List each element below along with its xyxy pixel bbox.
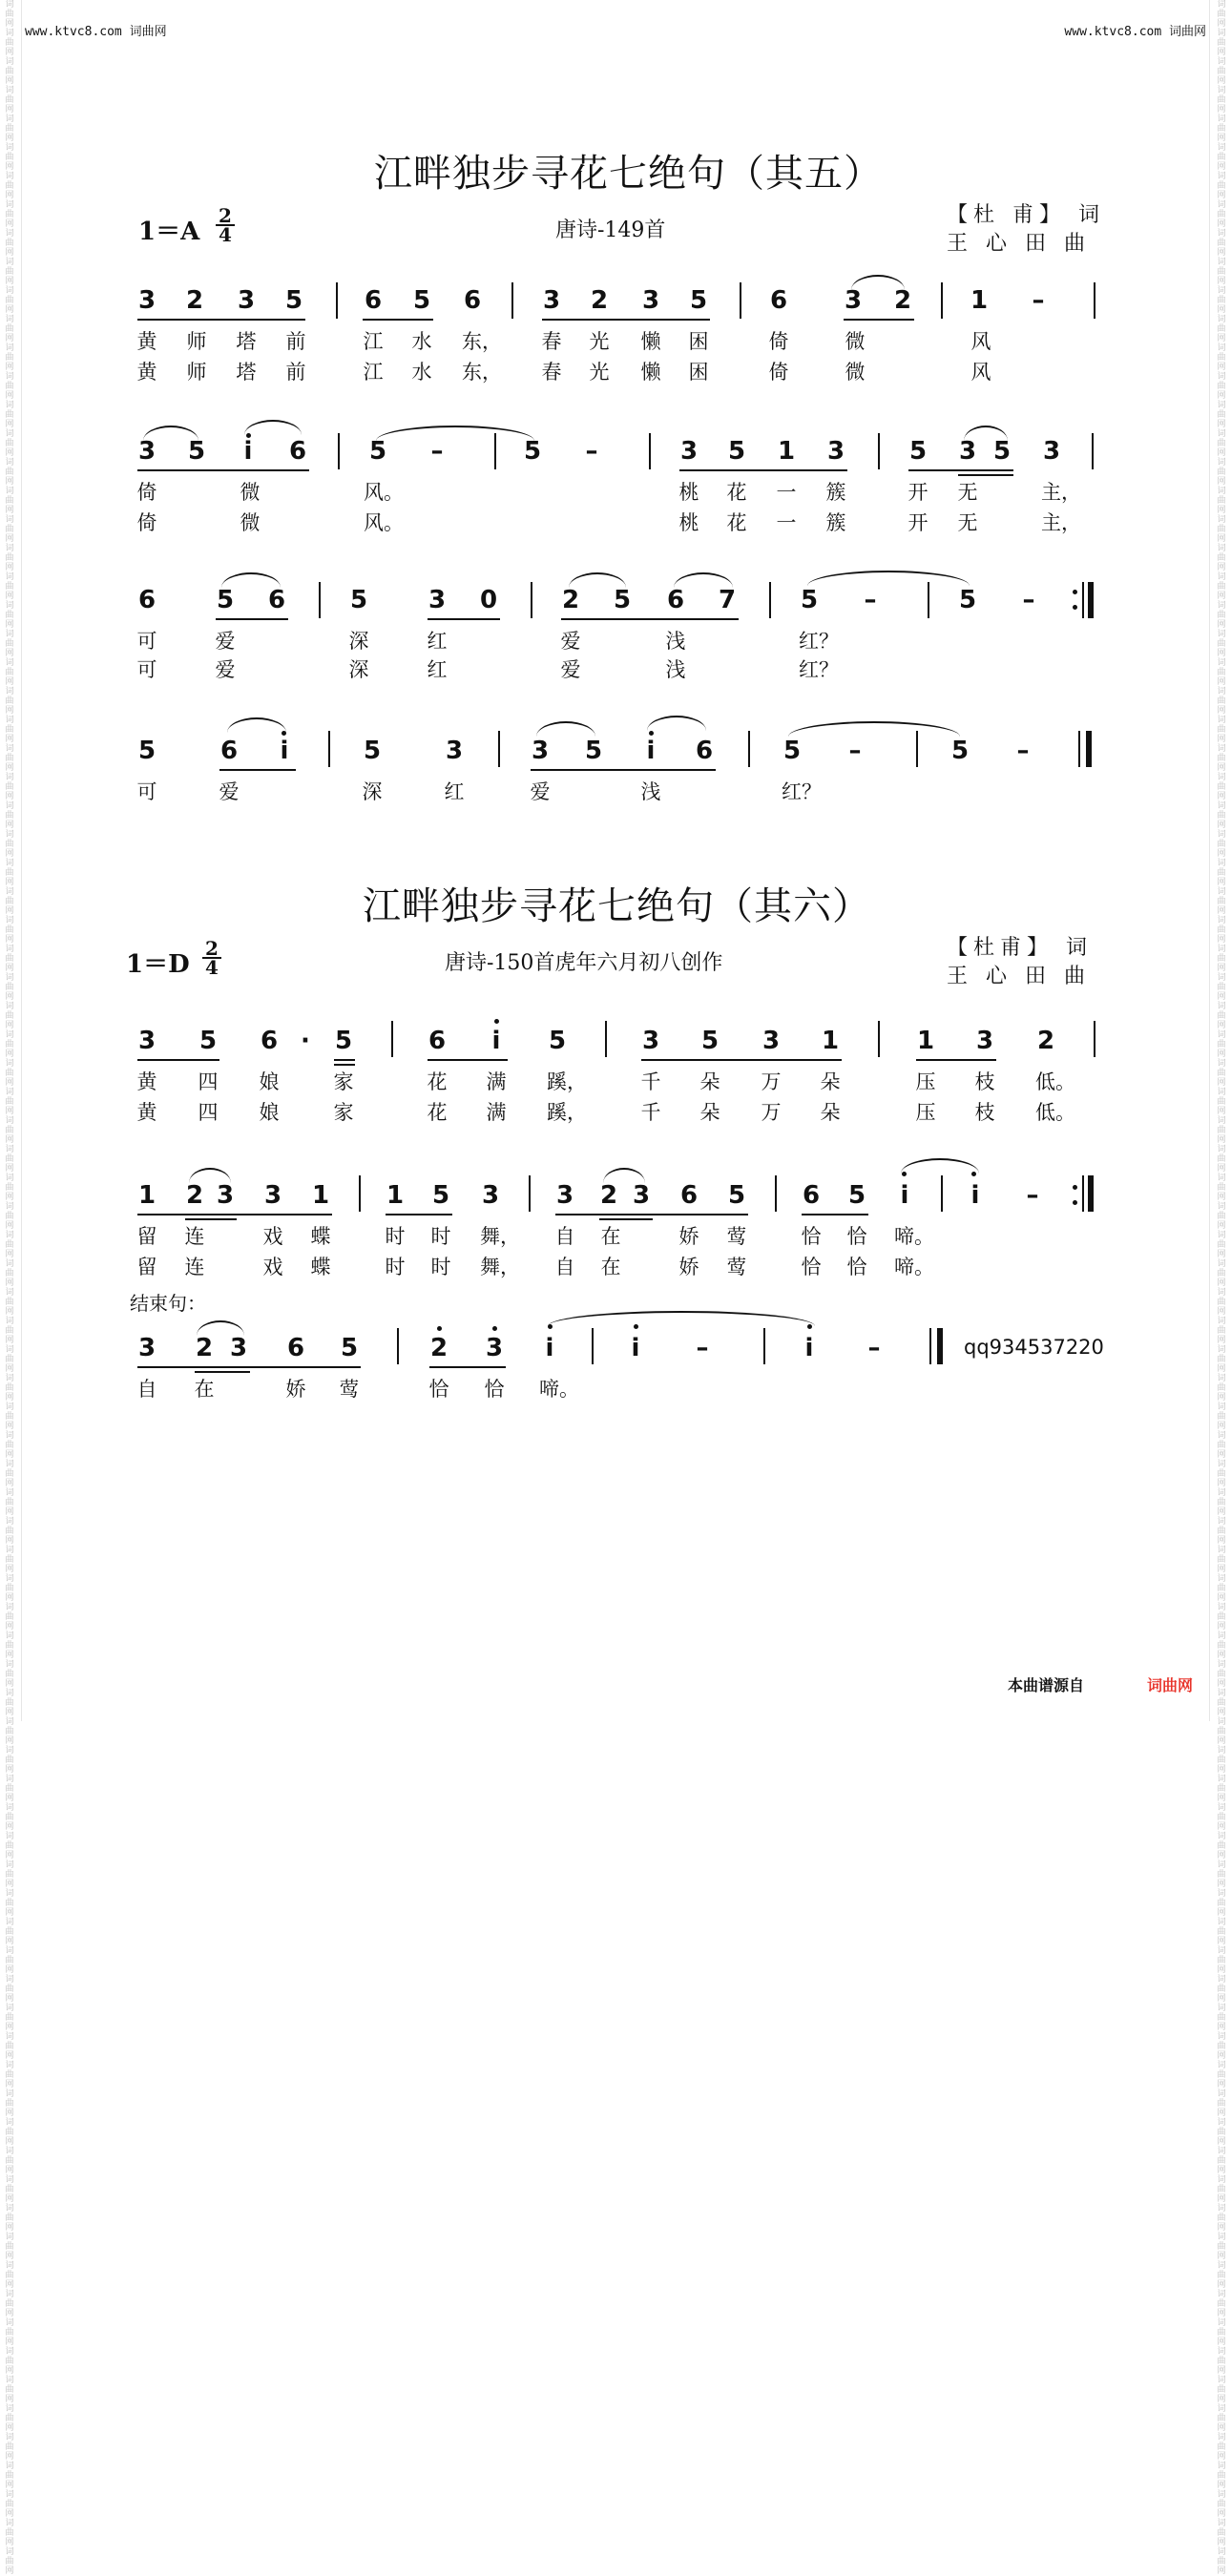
note: – bbox=[1026, 1181, 1039, 1210]
song1-lyricist: 【杜 甫】 词 bbox=[947, 203, 1105, 227]
watermark-right: 词曲网词曲网词曲网词曲网词曲网词曲网词曲网词曲网词曲网词曲网词曲网词曲网词曲网词曲网词曲网词曲网词曲网词曲网词曲网词曲网词曲网词曲网词曲网词曲网词曲网词曲网词曲网词曲网词曲网词曲网词曲网词曲网词曲网词曲网词曲网词曲网词曲网词曲网词曲网词曲网词曲网词曲网词曲网词曲网词曲网词曲网词曲网词曲网词曲网词曲网词曲网词曲网词曲网词曲网词曲网词曲网词曲网词曲网词曲网词曲网词曲网词曲网词曲网词曲网词曲网词曲网词曲网词曲网词曲网词曲网词曲网词曲网词曲网词曲网词曲网词曲网词曲网词曲网词曲网词曲网词曲网词曲网词曲网词曲网词曲网词曲网词曲网词曲网词曲网词曲网 bbox=[1217, 0, 1226, 2576]
lyric: 朵 bbox=[699, 1101, 720, 1124]
lyric: 无 bbox=[957, 481, 978, 504]
lyric: 微 bbox=[845, 330, 866, 353]
lyric: 花 bbox=[427, 1070, 448, 1093]
note: 5 bbox=[782, 737, 802, 765]
song2-title: 江畔独步寻花七绝句（其六） bbox=[363, 884, 871, 928]
note: 1 bbox=[777, 437, 796, 466]
lyric: 风。 bbox=[364, 481, 404, 504]
lyric: 簇 bbox=[825, 511, 846, 534]
lyric: 爱 bbox=[560, 630, 581, 653]
lyric: 懒 bbox=[640, 361, 661, 384]
note: 6 bbox=[802, 1181, 821, 1210]
note: 3 bbox=[445, 737, 464, 765]
note: · bbox=[301, 1027, 310, 1055]
lyric: 家 bbox=[333, 1070, 354, 1093]
note: 6 bbox=[695, 737, 714, 765]
lyric: 朵 bbox=[820, 1101, 841, 1124]
note: 2 bbox=[429, 1334, 449, 1362]
note: 6 bbox=[679, 1181, 699, 1210]
note: 6 bbox=[666, 586, 685, 614]
lyric: 前 bbox=[285, 361, 306, 384]
note: – bbox=[585, 437, 598, 466]
lyric: 微 bbox=[845, 361, 866, 384]
lyric: 时 bbox=[430, 1225, 451, 1248]
lyric: 春 bbox=[541, 330, 562, 353]
note: i bbox=[280, 737, 289, 765]
lyric: 黄 bbox=[136, 1101, 157, 1124]
song2-lyricist: 【杜甫】 词 bbox=[947, 936, 1093, 960]
note: i bbox=[804, 1334, 814, 1362]
note: 3 bbox=[762, 1027, 781, 1055]
note: 2 bbox=[1036, 1027, 1055, 1055]
note: 7 bbox=[718, 586, 737, 614]
lyric: 可 bbox=[136, 630, 157, 653]
lyric: 留 bbox=[136, 1225, 157, 1248]
note: – bbox=[867, 1334, 881, 1362]
lyric: 在 bbox=[600, 1256, 621, 1278]
ending-label: 结束句： bbox=[130, 1292, 206, 1315]
lyric: 塔 bbox=[236, 361, 257, 384]
note: 5 bbox=[523, 437, 542, 466]
lyric: 风。 bbox=[364, 511, 404, 534]
note: 6 bbox=[288, 437, 307, 466]
note: 5 bbox=[187, 437, 206, 466]
lyric: 红 bbox=[427, 630, 448, 653]
footer-source-label: 本曲谱源自 bbox=[1008, 1676, 1085, 1694]
lyric: 黄 bbox=[136, 1070, 157, 1093]
lyric: 自 bbox=[554, 1225, 575, 1248]
lyric: 千 bbox=[640, 1101, 661, 1124]
lyric: 爱 bbox=[219, 780, 240, 803]
note: 5 bbox=[412, 286, 431, 315]
song1-time-signature: 2 4 bbox=[216, 208, 235, 242]
note: 5 bbox=[349, 586, 368, 614]
lyric: 可 bbox=[136, 658, 157, 681]
song1-composer: 王 心 田 曲 bbox=[947, 232, 1091, 256]
note: 3 bbox=[641, 286, 660, 315]
lyric: 戏 bbox=[262, 1256, 283, 1278]
note: 6 bbox=[463, 286, 482, 315]
lyric: 水 bbox=[411, 330, 432, 353]
lyric: 浅 bbox=[640, 780, 661, 803]
note: 3 bbox=[826, 437, 845, 466]
lyric: 东， bbox=[462, 330, 502, 353]
lyric: 深 bbox=[348, 630, 369, 653]
note: i bbox=[491, 1027, 501, 1055]
lyric: 娇 bbox=[678, 1256, 699, 1278]
note: – bbox=[848, 737, 862, 765]
lyric: 留 bbox=[136, 1256, 157, 1278]
lyric: 低。 bbox=[1035, 1070, 1075, 1093]
note: 1 bbox=[137, 1181, 156, 1210]
lyric: 开 bbox=[908, 481, 928, 504]
lyric: 娘 bbox=[259, 1070, 280, 1093]
lyric: 黄 bbox=[136, 361, 157, 384]
note: 6 bbox=[137, 586, 156, 614]
note: 3 bbox=[958, 437, 977, 466]
lyric: 蹊， bbox=[547, 1070, 587, 1093]
lyric: 爱 bbox=[530, 780, 551, 803]
lyric: 蝶 bbox=[310, 1225, 331, 1248]
lyric: 爱 bbox=[215, 658, 236, 681]
lyric: 连 bbox=[184, 1225, 205, 1248]
note: 3 bbox=[137, 286, 156, 315]
note: – bbox=[1032, 286, 1045, 315]
lyric: 啼。 bbox=[894, 1225, 934, 1248]
lyric: 万 bbox=[761, 1101, 782, 1124]
song2-time-signature: 2 4 bbox=[202, 941, 221, 975]
note: 5 bbox=[727, 437, 746, 466]
lyric: 浅 bbox=[665, 658, 686, 681]
note: – bbox=[696, 1334, 709, 1362]
lyric: 黄 bbox=[136, 330, 157, 353]
note: 1 bbox=[821, 1027, 840, 1055]
lyric: 娇 bbox=[285, 1378, 306, 1401]
note: 5 bbox=[800, 586, 819, 614]
lyric: 微 bbox=[240, 481, 261, 504]
note: 6 bbox=[267, 586, 286, 614]
note: – bbox=[430, 437, 444, 466]
lyric: 簇 bbox=[825, 481, 846, 504]
lyric: 莺 bbox=[339, 1378, 360, 1401]
lyric: 倚 bbox=[768, 330, 789, 353]
lyric: 无 bbox=[957, 511, 978, 534]
note: 3 bbox=[481, 1181, 500, 1210]
note: 2 bbox=[185, 1181, 204, 1210]
watermark-left: 词曲网词曲网词曲网词曲网词曲网词曲网词曲网词曲网词曲网词曲网词曲网词曲网词曲网词曲网词曲网词曲网词曲网词曲网词曲网词曲网词曲网词曲网词曲网词曲网词曲网词曲网词曲网词曲网词曲网词曲网词曲网词曲网词曲网词曲网词曲网词曲网词曲网词曲网词曲网词曲网词曲网词曲网词曲网词曲网词曲网词曲网词曲网词曲网词曲网词曲网词曲网词曲网词曲网词曲网词曲网词曲网词曲网词曲网词曲网词曲网词曲网词曲网词曲网词曲网词曲网词曲网词曲网词曲网词曲网词曲网词曲网词曲网词曲网词曲网词曲网词曲网词曲网词曲网词曲网词曲网词曲网词曲网词曲网词曲网词曲网词曲网词曲网词曲网词曲网词曲网 bbox=[5, 0, 14, 2576]
note: 6 bbox=[364, 286, 383, 315]
note: 3 bbox=[263, 1181, 282, 1210]
note: 6 bbox=[428, 1027, 447, 1055]
lyric: 风 bbox=[970, 361, 991, 384]
lyric: 倚 bbox=[768, 361, 789, 384]
lyric: 恰 bbox=[846, 1225, 867, 1248]
lyric: 主， bbox=[1041, 481, 1081, 504]
song2-subtitle: 唐诗-150首虎年六月初八创作 bbox=[445, 951, 723, 975]
lyric: 花 bbox=[427, 1101, 448, 1124]
lyric: 时 bbox=[385, 1256, 406, 1278]
lyric: 蹊， bbox=[547, 1101, 587, 1124]
note: 3 bbox=[137, 1334, 156, 1362]
lyric: 花 bbox=[726, 481, 747, 504]
note: 5 bbox=[368, 437, 387, 466]
lyric: 恰 bbox=[801, 1225, 822, 1248]
lyric: 可 bbox=[136, 780, 157, 803]
lyric: 四 bbox=[198, 1101, 219, 1124]
note: 5 bbox=[950, 737, 970, 765]
lyric: 微 bbox=[240, 511, 261, 534]
lyric: 爱 bbox=[560, 658, 581, 681]
note: 3 bbox=[485, 1334, 504, 1362]
note: 3 bbox=[679, 437, 699, 466]
note: i bbox=[545, 1334, 554, 1362]
lyric: 一 bbox=[776, 481, 797, 504]
note: 3 bbox=[237, 286, 256, 315]
note: 6 bbox=[286, 1334, 305, 1362]
note: 6 bbox=[219, 737, 239, 765]
lyric: 倚 bbox=[136, 481, 157, 504]
lyric: 莺 bbox=[726, 1256, 747, 1278]
lyric: 倚 bbox=[136, 511, 157, 534]
note: 3 bbox=[975, 1027, 994, 1055]
note: 3 bbox=[216, 1181, 235, 1210]
lyric: 在 bbox=[600, 1225, 621, 1248]
lyric: 压 bbox=[915, 1070, 936, 1093]
note: 3 bbox=[641, 1027, 660, 1055]
note: 5 bbox=[334, 1027, 353, 1055]
lyric: 一 bbox=[776, 511, 797, 534]
note: 2 bbox=[185, 286, 204, 315]
lyric: 时 bbox=[430, 1256, 451, 1278]
note: i bbox=[631, 1334, 640, 1362]
lyric: 桃 bbox=[678, 511, 699, 534]
lyric: 舞， bbox=[480, 1225, 520, 1248]
lyric: 开 bbox=[908, 511, 928, 534]
lyric: 恰 bbox=[428, 1378, 449, 1401]
note: 5 bbox=[284, 286, 303, 315]
note: 5 bbox=[727, 1181, 746, 1210]
lyric: 恰 bbox=[484, 1378, 505, 1401]
lyric: 江 bbox=[363, 330, 384, 353]
lyric: 花 bbox=[726, 511, 747, 534]
lyric: 东， bbox=[462, 361, 502, 384]
note: 1 bbox=[386, 1181, 405, 1210]
lyric: 自 bbox=[554, 1256, 575, 1278]
lyric: 在 bbox=[194, 1378, 215, 1401]
note: 0 bbox=[479, 586, 498, 614]
note: 2 bbox=[599, 1181, 618, 1210]
note: 5 bbox=[700, 1027, 720, 1055]
note: 1 bbox=[916, 1027, 935, 1055]
lyric: 桃 bbox=[678, 481, 699, 504]
note: i bbox=[970, 1181, 980, 1210]
note: – bbox=[864, 586, 877, 614]
song2-key: 1＝D bbox=[126, 950, 190, 979]
lyric: 娇 bbox=[678, 1225, 699, 1248]
note: 3 bbox=[1042, 437, 1061, 466]
lyric: 光 bbox=[589, 330, 610, 353]
song2-composer: 王 心 田 曲 bbox=[947, 965, 1091, 988]
note: 3 bbox=[632, 1181, 651, 1210]
note: 3 bbox=[542, 286, 561, 315]
lyric: 低。 bbox=[1035, 1101, 1075, 1124]
lyric: 时 bbox=[385, 1225, 406, 1248]
note: 3 bbox=[844, 286, 863, 315]
note: 3 bbox=[137, 437, 156, 466]
lyric: 戏 bbox=[262, 1225, 283, 1248]
lyric: 光 bbox=[589, 361, 610, 384]
note: 5 bbox=[216, 586, 235, 614]
lyric: 四 bbox=[198, 1070, 219, 1093]
note: 2 bbox=[195, 1334, 214, 1362]
note: 1 bbox=[311, 1181, 330, 1210]
header-url-left: www.ktvc8.com 词曲网 bbox=[25, 25, 167, 39]
lyric: 娘 bbox=[259, 1101, 280, 1124]
lyric: 万 bbox=[761, 1070, 782, 1093]
note: 3 bbox=[229, 1334, 248, 1362]
lyric: 家 bbox=[333, 1101, 354, 1124]
note: 6 bbox=[260, 1027, 279, 1055]
note: i bbox=[646, 737, 656, 765]
lyric: 舞， bbox=[480, 1256, 520, 1278]
note: 5 bbox=[847, 1181, 866, 1210]
lyric: 红？ bbox=[799, 630, 839, 653]
signature: qq934537220 bbox=[964, 1336, 1104, 1359]
lyric: 千 bbox=[640, 1070, 661, 1093]
lyric: 恰 bbox=[846, 1256, 867, 1278]
lyric: 啼。 bbox=[539, 1378, 579, 1401]
lyric: 压 bbox=[915, 1101, 936, 1124]
lyric: 深 bbox=[348, 658, 369, 681]
lyric: 啼。 bbox=[894, 1256, 934, 1278]
song1-key: 1＝A bbox=[138, 218, 200, 246]
lyric: 水 bbox=[411, 361, 432, 384]
lyric: 枝 bbox=[974, 1101, 995, 1124]
lyric: 浅 bbox=[665, 630, 686, 653]
lyric: 朵 bbox=[699, 1070, 720, 1093]
lyric: 满 bbox=[486, 1070, 507, 1093]
lyric: 师 bbox=[186, 361, 207, 384]
lyric: 红 bbox=[427, 658, 448, 681]
lyric: 红 bbox=[444, 780, 465, 803]
note: 3 bbox=[531, 737, 550, 765]
lyric: 满 bbox=[486, 1101, 507, 1124]
note: 5 bbox=[431, 1181, 450, 1210]
note: 5 bbox=[689, 286, 708, 315]
lyric: 枝 bbox=[974, 1070, 995, 1093]
note: 5 bbox=[340, 1334, 359, 1362]
note: 3 bbox=[137, 1027, 156, 1055]
note: – bbox=[1016, 737, 1030, 765]
note: 2 bbox=[590, 286, 609, 315]
lyric: 江 bbox=[363, 361, 384, 384]
song1-title: 江畔独步寻花七绝句（其五） bbox=[374, 152, 883, 196]
footer-source-site[interactable]: 词曲网 bbox=[1147, 1676, 1194, 1694]
note: 5 bbox=[958, 586, 977, 614]
note: i bbox=[243, 437, 253, 466]
lyric: 困 bbox=[688, 361, 709, 384]
header-url-right: www.ktvc8.com 词曲网 bbox=[1064, 25, 1206, 39]
lyric: 塔 bbox=[236, 330, 257, 353]
lyric: 爱 bbox=[215, 630, 236, 653]
song1-subtitle: 唐诗-149首 bbox=[555, 218, 666, 242]
lyric: 红？ bbox=[782, 780, 822, 803]
lyric: 蝶 bbox=[310, 1256, 331, 1278]
lyric: 深 bbox=[362, 780, 383, 803]
lyric: 困 bbox=[688, 330, 709, 353]
note: 5 bbox=[363, 737, 382, 765]
note: 5 bbox=[908, 437, 928, 466]
note: 5 bbox=[548, 1027, 567, 1055]
lyric: 风 bbox=[970, 330, 991, 353]
lyric: 自 bbox=[136, 1378, 157, 1401]
lyric: 前 bbox=[285, 330, 306, 353]
note: 2 bbox=[893, 286, 912, 315]
lyric: 莺 bbox=[726, 1225, 747, 1248]
note: 1 bbox=[970, 286, 989, 315]
lyric: 朵 bbox=[820, 1070, 841, 1093]
note: 2 bbox=[561, 586, 580, 614]
note: – bbox=[1022, 586, 1035, 614]
note: 5 bbox=[137, 737, 156, 765]
lyric: 懒 bbox=[640, 330, 661, 353]
lyric: 红？ bbox=[799, 658, 839, 681]
note: 6 bbox=[769, 286, 788, 315]
note: 3 bbox=[555, 1181, 574, 1210]
note: 5 bbox=[584, 737, 603, 765]
lyric: 连 bbox=[184, 1256, 205, 1278]
note: 5 bbox=[198, 1027, 218, 1055]
note: 5 bbox=[992, 437, 1012, 466]
note: 3 bbox=[428, 586, 447, 614]
note: 5 bbox=[613, 586, 632, 614]
lyric: 主， bbox=[1041, 511, 1081, 534]
lyric: 春 bbox=[541, 361, 562, 384]
lyric: 恰 bbox=[801, 1256, 822, 1278]
lyric: 师 bbox=[186, 330, 207, 353]
note: i bbox=[900, 1181, 909, 1210]
